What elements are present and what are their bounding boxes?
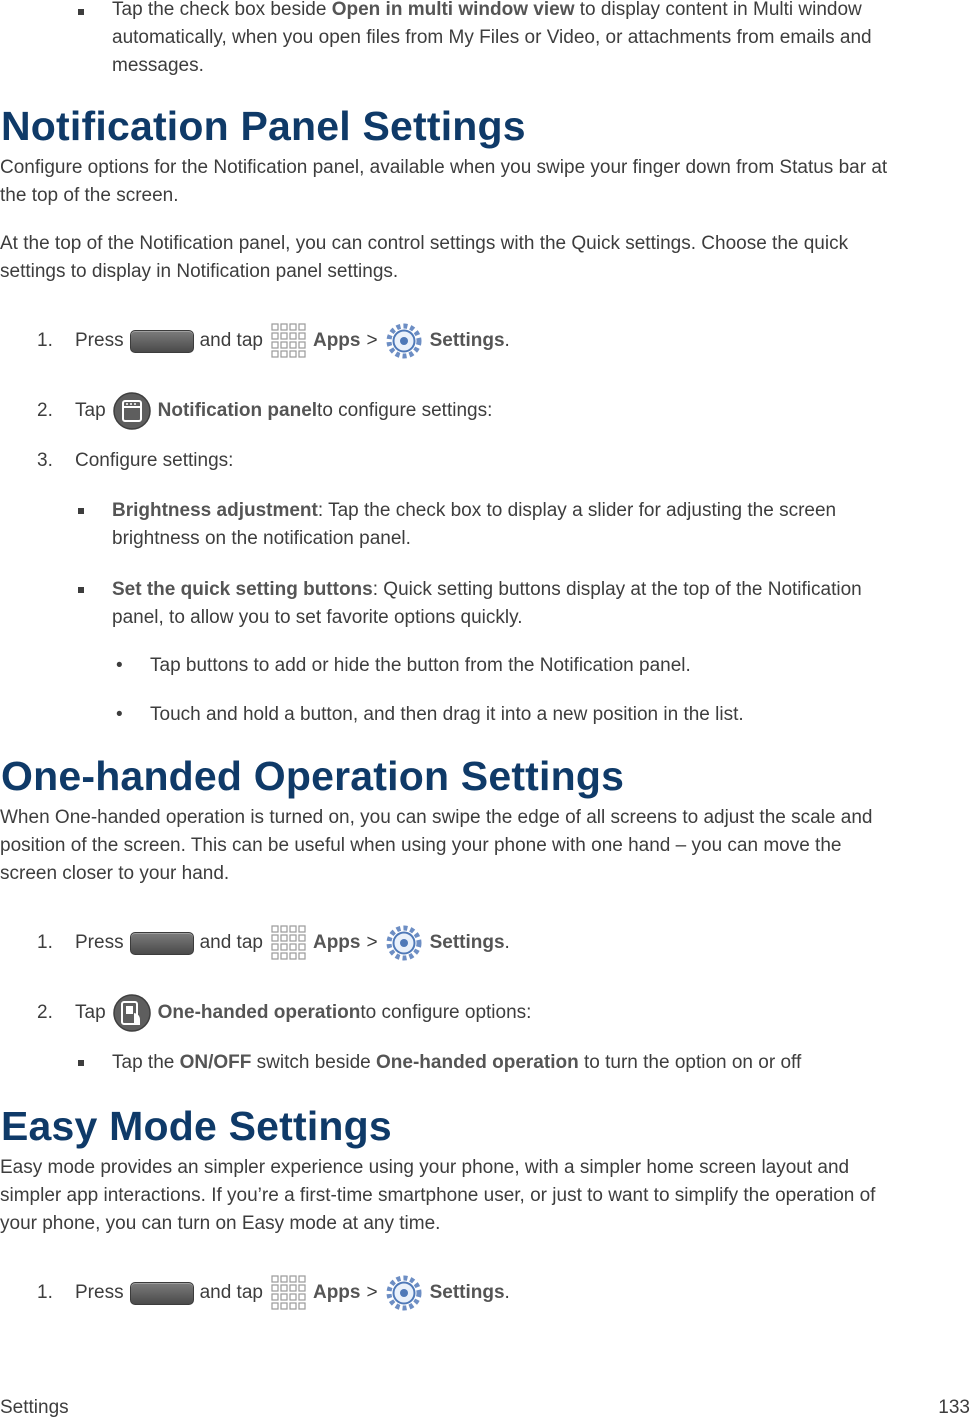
and-tap-label: and tap (199, 932, 263, 953)
press-label: Press (75, 1282, 124, 1303)
separator: > (366, 330, 378, 351)
home-key-icon (130, 330, 194, 353)
onehanded-intro-line2: position of the screen. This can be useful when using your phone with one hand – you can move the (0, 835, 842, 856)
easymode-step1 (75, 1257, 510, 1329)
step2-text: to configure options: (360, 1002, 532, 1023)
settings-label: Settings (429, 932, 505, 953)
press-label: Press (75, 330, 124, 351)
tap-label: Tap (75, 1002, 106, 1023)
one-handed-operation-icon (112, 993, 152, 1033)
bullet-marker (78, 508, 84, 514)
apps-label: Apps (312, 330, 361, 351)
step-number: 1. (37, 1282, 53, 1303)
sub-bullet-dot: • (116, 704, 123, 725)
intro-bullet-line1: Tap the check box beside Open in multi window view to display content in Multi window (112, 0, 862, 20)
settings-gear-icon (384, 321, 424, 361)
easymode-intro-line2: simpler app interactions. If you’re a first-time smartphone user, or just to want to simplify the operation of (0, 1185, 876, 1206)
apps-grid-icon (269, 1273, 307, 1313)
footer-page-number: 133 (938, 1397, 970, 1418)
onehanded-intro-line3: screen closer to your hand. (0, 863, 230, 884)
configure-settings-text: Configure settings: (75, 450, 234, 471)
one-handed-operation-label: One-handed operation (157, 1002, 361, 1023)
step-number: 1. (37, 330, 53, 351)
period: . (504, 330, 510, 351)
step-number: 1. (37, 932, 53, 953)
step-number: 2. (37, 400, 53, 421)
notification-intro-line1: Configure options for the Notification panel, available when you swipe your finger down from Status bar at (0, 157, 888, 178)
settings-label: Settings (429, 1282, 505, 1303)
quick-setting-bullet-line1: Set the quick setting buttons: Quick setting buttons display at the top of the Notification (112, 579, 862, 600)
apps-grid-icon (269, 923, 307, 963)
notification-quick-line1: At the top of the Notification panel, you can control settings with the Quick settings. Choose the quick (0, 233, 849, 254)
separator: > (366, 932, 378, 953)
sub-bullet-dot: • (116, 655, 123, 676)
press-label: Press (75, 932, 124, 953)
notification-step2 (75, 378, 492, 444)
apps-label: Apps (312, 932, 361, 953)
period: . (504, 1282, 510, 1303)
onehanded-step1 (75, 907, 510, 979)
sub-bullet-2: Touch and hold a button, and then drag it into a new position in the list. (150, 704, 744, 725)
sub-bullet-1: Tap buttons to add or hide the button from the Notification panel. (150, 655, 691, 676)
onehanded-intro-line1: When One-handed operation is turned on, you can swipe the edge of all screens to adjust the scale and (0, 807, 873, 828)
and-tap-label: and tap (199, 1282, 263, 1303)
period: . (504, 932, 510, 953)
footer-section-name: Settings (0, 1397, 69, 1418)
brightness-bullet-line1: Brightness adjustment: Tap the check box to display a slider for adjusting the screen (112, 500, 837, 521)
home-key-icon (130, 1282, 194, 1305)
quick-setting-bullet-line2: panel, to allow you to set favorite options quickly. (112, 607, 523, 628)
notification-quick-line2: settings to display in Notification panel settings. (0, 261, 399, 282)
tap-label: Tap (75, 400, 106, 421)
easymode-intro-line3: your phone, you can turn on Easy mode at any time. (0, 1213, 441, 1234)
settings-label: Settings (429, 330, 505, 351)
step-number: 3. (37, 450, 53, 471)
apps-grid-icon (269, 321, 307, 361)
home-key-icon (130, 932, 194, 955)
step-number: 2. (37, 1002, 53, 1023)
section-heading-easymode: Easy Mode Settings (1, 1103, 392, 1149)
step2-text: to configure settings: (317, 400, 493, 421)
section-heading-onehanded: One-handed Operation Settings (1, 753, 625, 799)
intro-bullet-line3: messages. (112, 55, 204, 76)
notification-panel-label: Notification panel (157, 400, 318, 421)
settings-gear-icon (384, 1273, 424, 1313)
settings-gear-icon (384, 923, 424, 963)
and-tap-label: and tap (199, 330, 263, 351)
brightness-bullet-line2: brightness on the notification panel. (112, 528, 411, 549)
notification-step1 (75, 305, 510, 377)
bullet-marker (78, 1060, 84, 1066)
easymode-intro-line1: Easy mode provides an simpler experience using your phone, with a simpler home screen layout and (0, 1157, 850, 1178)
notification-intro-line2: the top of the screen. (0, 185, 179, 206)
onoff-bullet: Tap the ON/OFF switch beside One-handed operation to turn the option on or off (112, 1052, 802, 1073)
notification-panel-icon (112, 391, 152, 431)
bullet-marker (78, 9, 84, 15)
bullet-marker (78, 587, 84, 593)
section-heading-notification: Notification Panel Settings (1, 103, 526, 149)
separator: > (366, 1282, 378, 1303)
intro-bullet-line2: automatically, when you open files from My Files or Video, or attachments from emails and (112, 27, 872, 48)
onehanded-step2 (75, 980, 531, 1046)
apps-label: Apps (312, 1282, 361, 1303)
